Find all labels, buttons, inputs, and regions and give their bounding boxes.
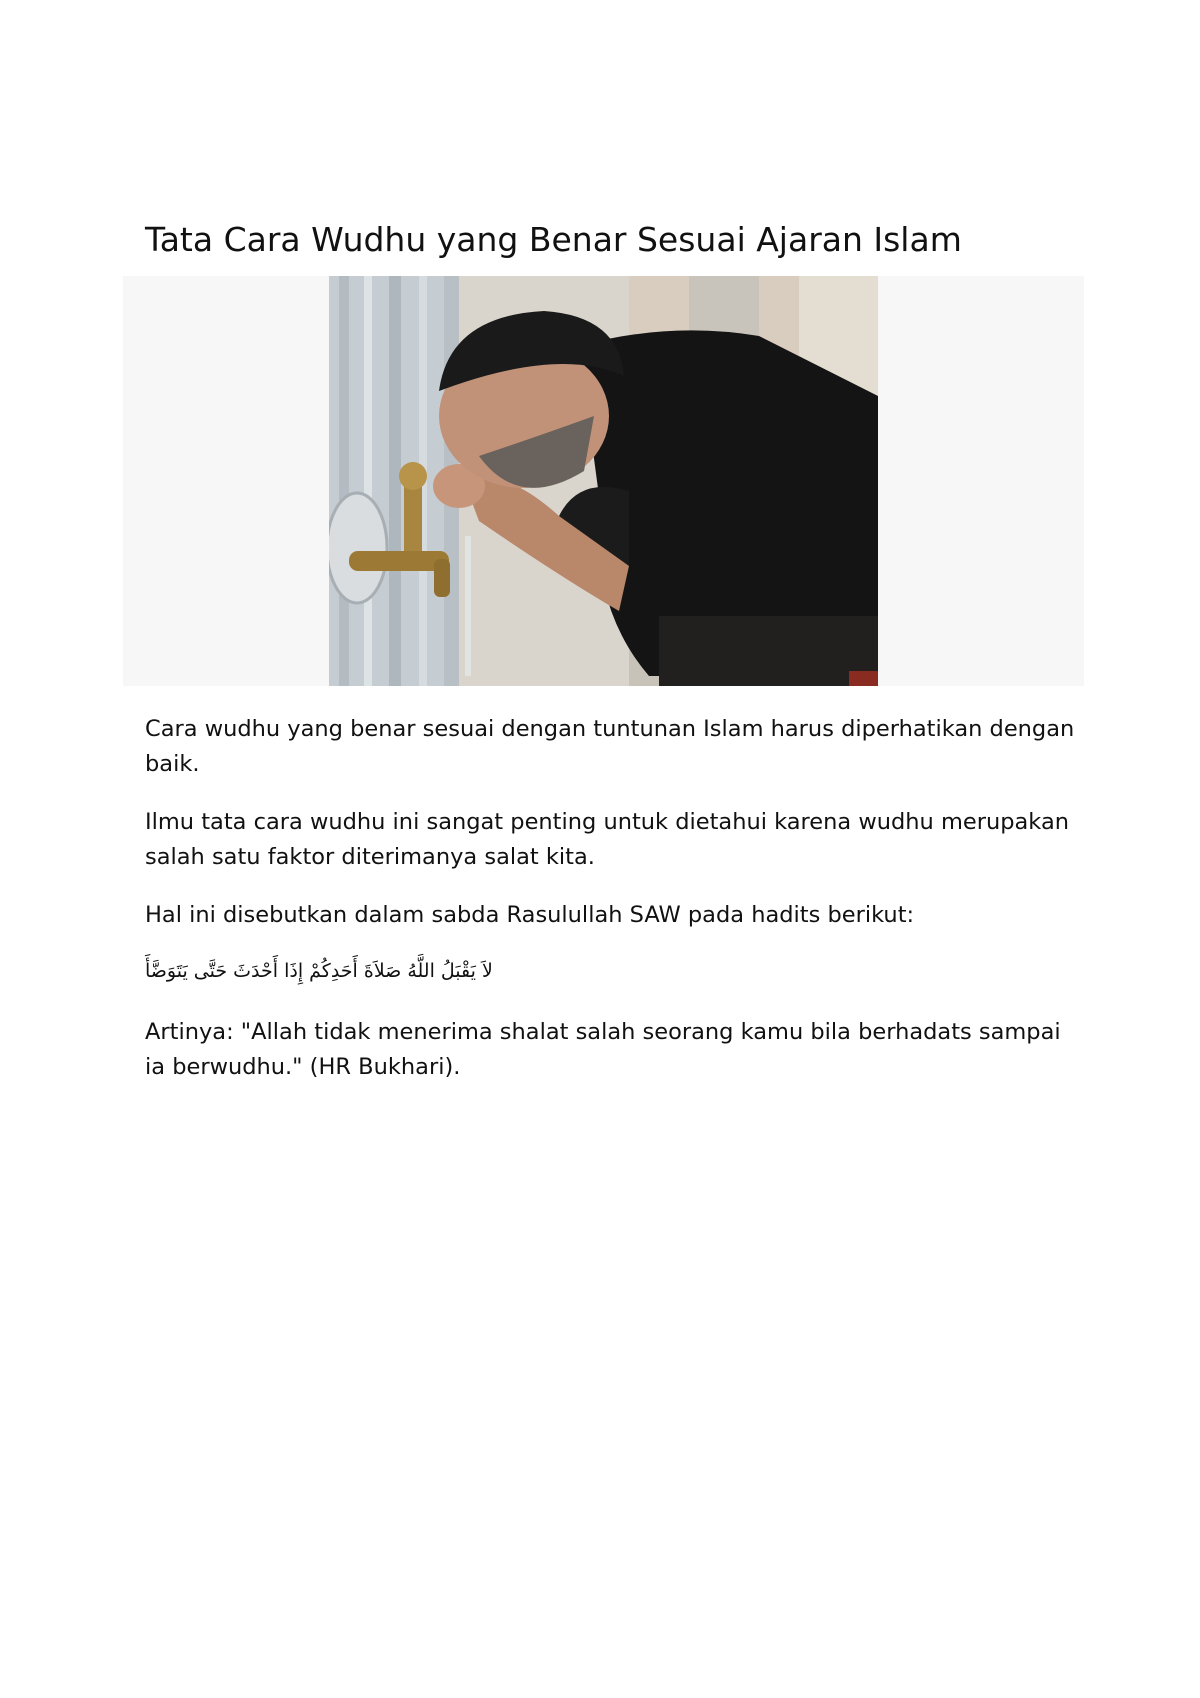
hadith-arabic: لاَ يَقْبَلُ اللَّهُ صَلاَةَ أَحَدِكُمْ إِذَا أَحْدَثَ حَتَّى يَتَوَضَّأَ [145,960,493,982]
wudhu-photo [329,276,878,686]
paragraph-hadith-intro: Hal ini disebutkan dalam sabda Rasulullah SAW pada hadits berikut: [145,902,915,928]
page-title: Tata Cara Wudhu yang Benar Sesuai Ajaran Islam [145,220,962,259]
hadith-translation: Artinya: "Allah tidak menerima shalat salah seorang kamu bila berhadats sampai ia berwudhu." (HR Bukhari). [145,1019,1061,1080]
paragraph-intro: Cara wudhu yang benar sesuai dengan tuntunan Islam harus diperhatikan dengan baik. [145,716,1075,777]
paragraph-importance: Ilmu tata cara wudhu ini sangat penting untuk dietahui karena wudhu merupakan salah satu faktor diterimanya salat kita. [145,809,1069,870]
